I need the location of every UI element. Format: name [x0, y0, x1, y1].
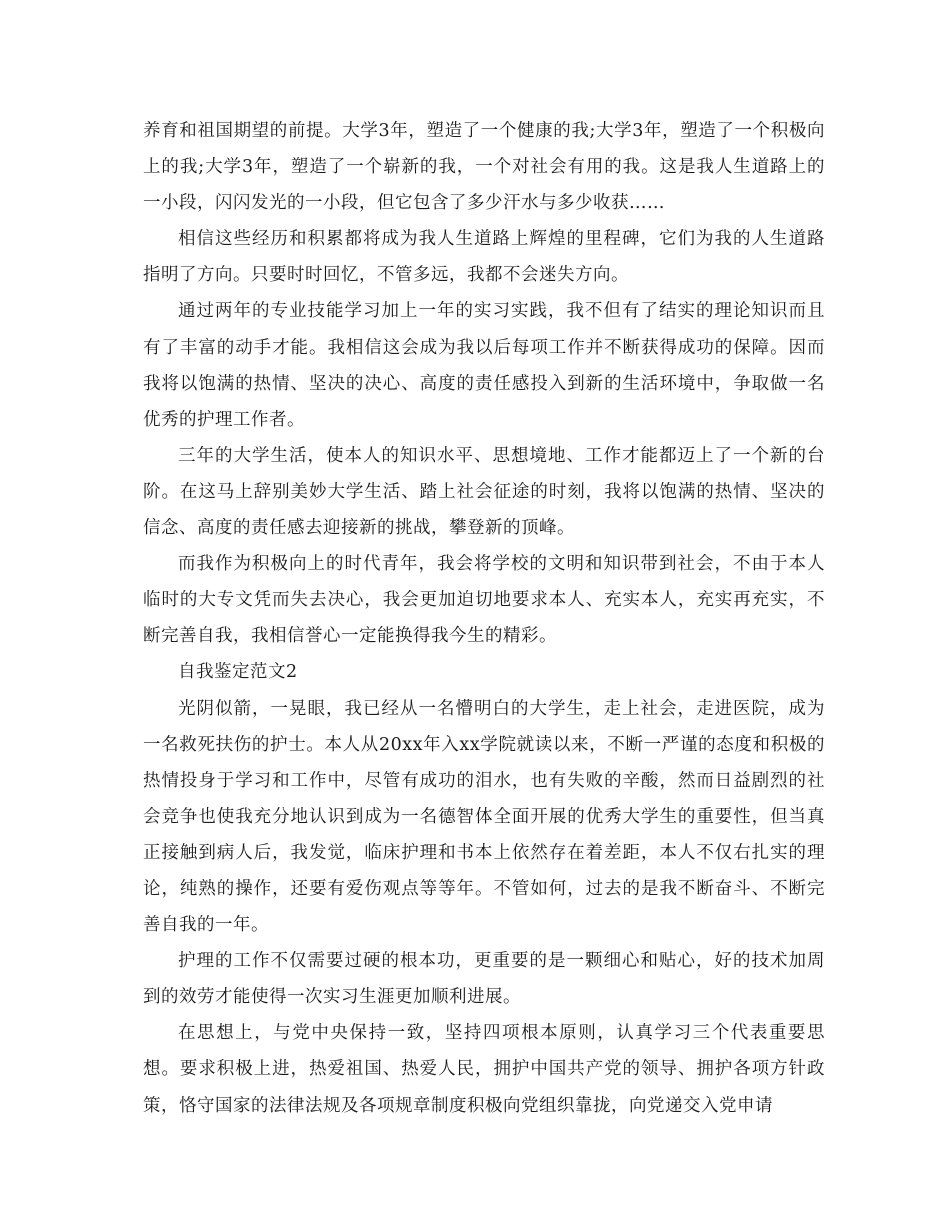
paragraph-1: 养育和祖国期望的前提。大学3年，塑造了一个健康的我;大学3年，塑造了一个积极向上的我;大学3年，塑造了一个崭新的我，一个对社会有用的我。这是我人生道路上的一小段，闪闪发光的一小段，但它包含了多少汗水与多少收获…… [143, 121, 825, 214]
paragraph-2: 相信这些经历和积累都将成为我人生道路上辉煌的里程碑，它们为我的人生道路指明了方向。只要时时回忆，不管多远，我都不会迷失方向。 [143, 229, 825, 286]
document-body [143, 113, 825, 1124]
paragraph-4: 三年的大学生活，使本人的知识水平、思想境地、工作才能都迈上了一个新的台阶。在这马上辞别美妙大学生活、踏上社会征途的时刻，我将以饱满的热情、坚决的信念、高度的责任感去迎接新的挑战，攀登新的顶峰。 [143, 445, 825, 539]
paragraph-5: 而我作为积极向上的时代青年，我会将学校的文明和知识带到社会，不由于本人临时的大专文凭而失去决心，我会更加迫切地要求本人、充实本人，充实再充实，不断完善自我，我相信誉心一定能换得我今生的精彩。 [143, 554, 825, 647]
paragraph-7: 护理的工作不仅需要过硬的根本功，更重要的是一颗细心和贴心，好的技术加周到的效劳才能使得一次实习生涯更加顺利进展。 [143, 951, 825, 1008]
section-heading: 自我鉴定范文2 [178, 662, 298, 683]
paragraph-6: 光阴似箭，一晃眼，我已经从一名懵明白的大学生，走上社会，走进医院，成为一名救死扶伤的护士。本人从20xx年入xx学院就读以来，不断一严谨的态度和积极的热情投身于学习和工作中，尽管有成功的泪水，也有失败的辛酸，然而日益剧烈的社会竞争也使我充分地认识到成为一名德智体全面开展的优秀大学生的重要性，但当真正接触到病人后，我发觉，临床护理和书本上依然存在着差距，本人不仅右扎实的理论，纯熟的操作，还要有爱伤观点等等年。不管如何，过去的是我不断奋斗、不断完善自我的一年。 [143, 698, 825, 936]
paragraph-8: 在思想上，与党中央保持一致，坚持四项根本原则，认真学习三个代表重要思想。要求积极上进，热爱祖国、热爱人民，拥护中国共产党的领导、拥护各项方针政策，恪守国家的法律法规及各项规章制度积极向党组织靠拢，向党递交入党申请 [143, 1023, 825, 1116]
paragraph-3: 通过两年的专业技能学习加上一年的实习实践，我不但有了结实的理论知识而且有了丰富的动手才能。我相信这会成为我以后每项工作并不断获得成功的保障。因而我将以饱满的热情、坚决的决心、高度的责任感投入到新的生活环境中，争取做一名优秀的护理工作者。 [143, 301, 825, 430]
